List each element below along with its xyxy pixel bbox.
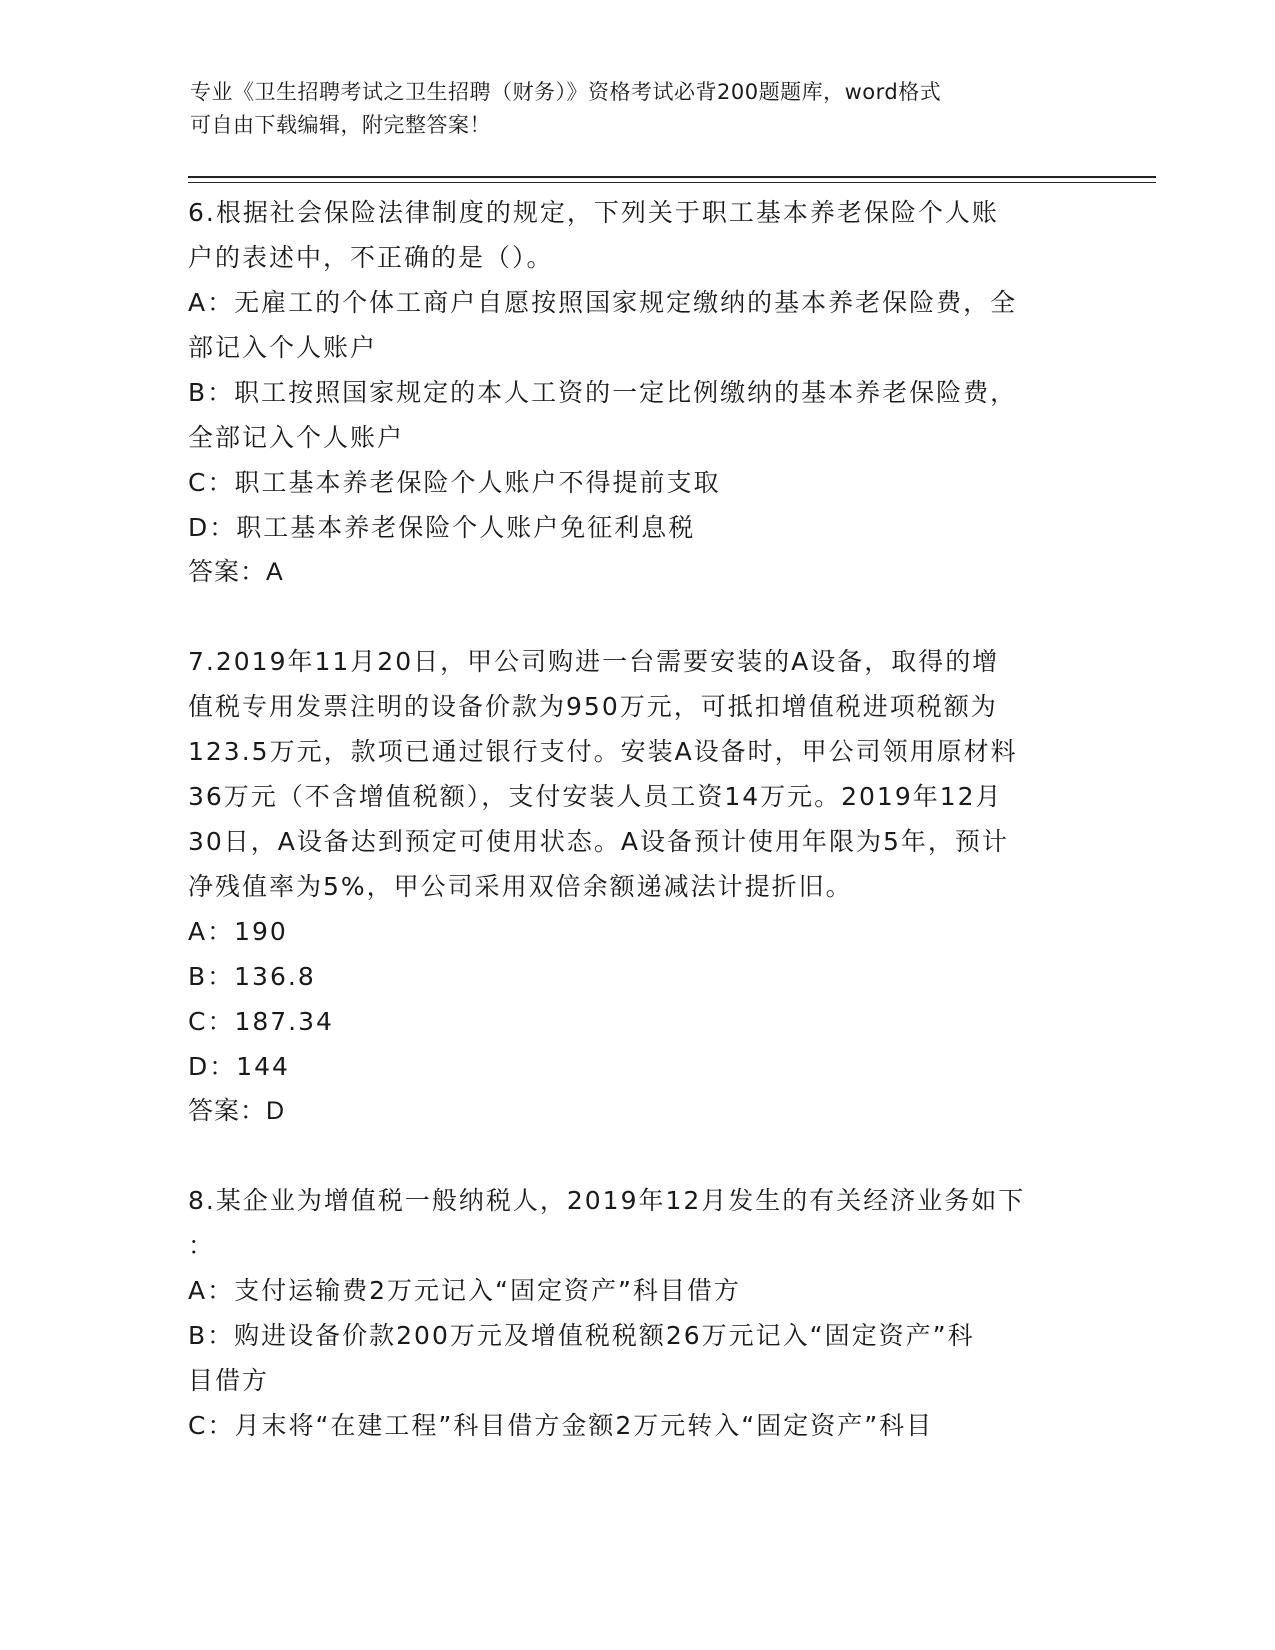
spacer — [188, 595, 1088, 639]
question-7-stem-line-5: 30日，A设备达到预定可使用状态。A设备预计使用年限为5年，预计 — [188, 827, 1009, 856]
header-divider-thin — [188, 182, 1156, 183]
question-8-option-b-line-1: B：购进设备价款200万元及增值税税额26万元记入“固定资产”科 — [188, 1321, 975, 1350]
question-6-option-a-line-2: 部记入个人账户 — [188, 333, 378, 362]
question-6-stem-line-2: 户的表述中，不正确的是（）。 — [188, 243, 554, 272]
question-8-stem-line-1: 8.某企业为增值税一般纳税人，2019年12月发生的有关经济业务如下 — [188, 1186, 1026, 1215]
question-8-option-a: A：支付运输费2万元记入“固定资产”科目借方 — [188, 1276, 741, 1305]
question-6-option-c: C：职工基本养老保险个人账户不得提前支取 — [188, 468, 721, 497]
question-8-option-b-line-2: 目借方 — [188, 1366, 270, 1395]
question-8-stem-line-2: ： — [188, 1231, 216, 1260]
question-7-option-d: D：144 — [188, 1052, 290, 1081]
document-header — [190, 76, 1070, 142]
question-7-option-b: B：136.8 — [188, 962, 316, 991]
header-divider-thick — [188, 176, 1156, 178]
header-line-1: 专业《卫生招聘考试之卫生招聘（财务）》资格考试必背200题题库，word格式 — [190, 80, 942, 104]
question-7-stem-line-6: 净残值率为5%，甲公司采用双倍余额递减法计提折旧。 — [188, 872, 853, 901]
question-7-stem-line-3: 123.5万元，款项已通过银行支付。安装A设备时，甲公司领用原材料 — [188, 737, 1018, 766]
question-6-option-b-line-2: 全部记入个人账户 — [188, 423, 405, 452]
question-7-stem-line-2: 值税专用发票注明的设备价款为950万元，可抵扣增值税进项税额为 — [188, 692, 998, 721]
question-6-option-a-line-1: A：无雇工的个体工商户自愿按照国家规定缴纳的基本养老保险费，全 — [188, 288, 1018, 317]
question-6-option-b-line-1: B：职工按照国家规定的本人工资的一定比例缴纳的基本养老保险费， — [188, 378, 1018, 407]
question-7-answer: 答案：D — [188, 1097, 286, 1125]
question-6 — [188, 190, 1088, 595]
question-7-option-a: A：190 — [188, 917, 288, 946]
question-8-option-c: C：月末将“在建工程”科目借方金额2万元转入“固定资产”科目 — [188, 1411, 934, 1440]
question-7-stem-line-1: 7.2019年11月20日，甲公司购进一台需要安装的A设备，取得的增 — [188, 647, 1000, 676]
question-8 — [188, 1178, 1088, 1448]
question-list — [188, 190, 1088, 1448]
question-6-stem-line-1: 6.根据社会保险法律制度的规定，下列关于职工基本养老保险个人账 — [188, 198, 999, 227]
question-7 — [188, 639, 1088, 1134]
question-7-stem-line-4: 36万元（不含增值税额），支付安装人员工资14万元。2019年12月 — [188, 782, 1003, 811]
question-6-option-d: D：职工基本养老保险个人账户免征利息税 — [188, 513, 696, 542]
question-7-option-c: C：187.34 — [188, 1007, 334, 1036]
spacer — [188, 1134, 1088, 1178]
question-6-answer: 答案：A — [188, 558, 284, 586]
header-line-2: 可自由下载编辑，附完整答案！ — [190, 113, 491, 137]
